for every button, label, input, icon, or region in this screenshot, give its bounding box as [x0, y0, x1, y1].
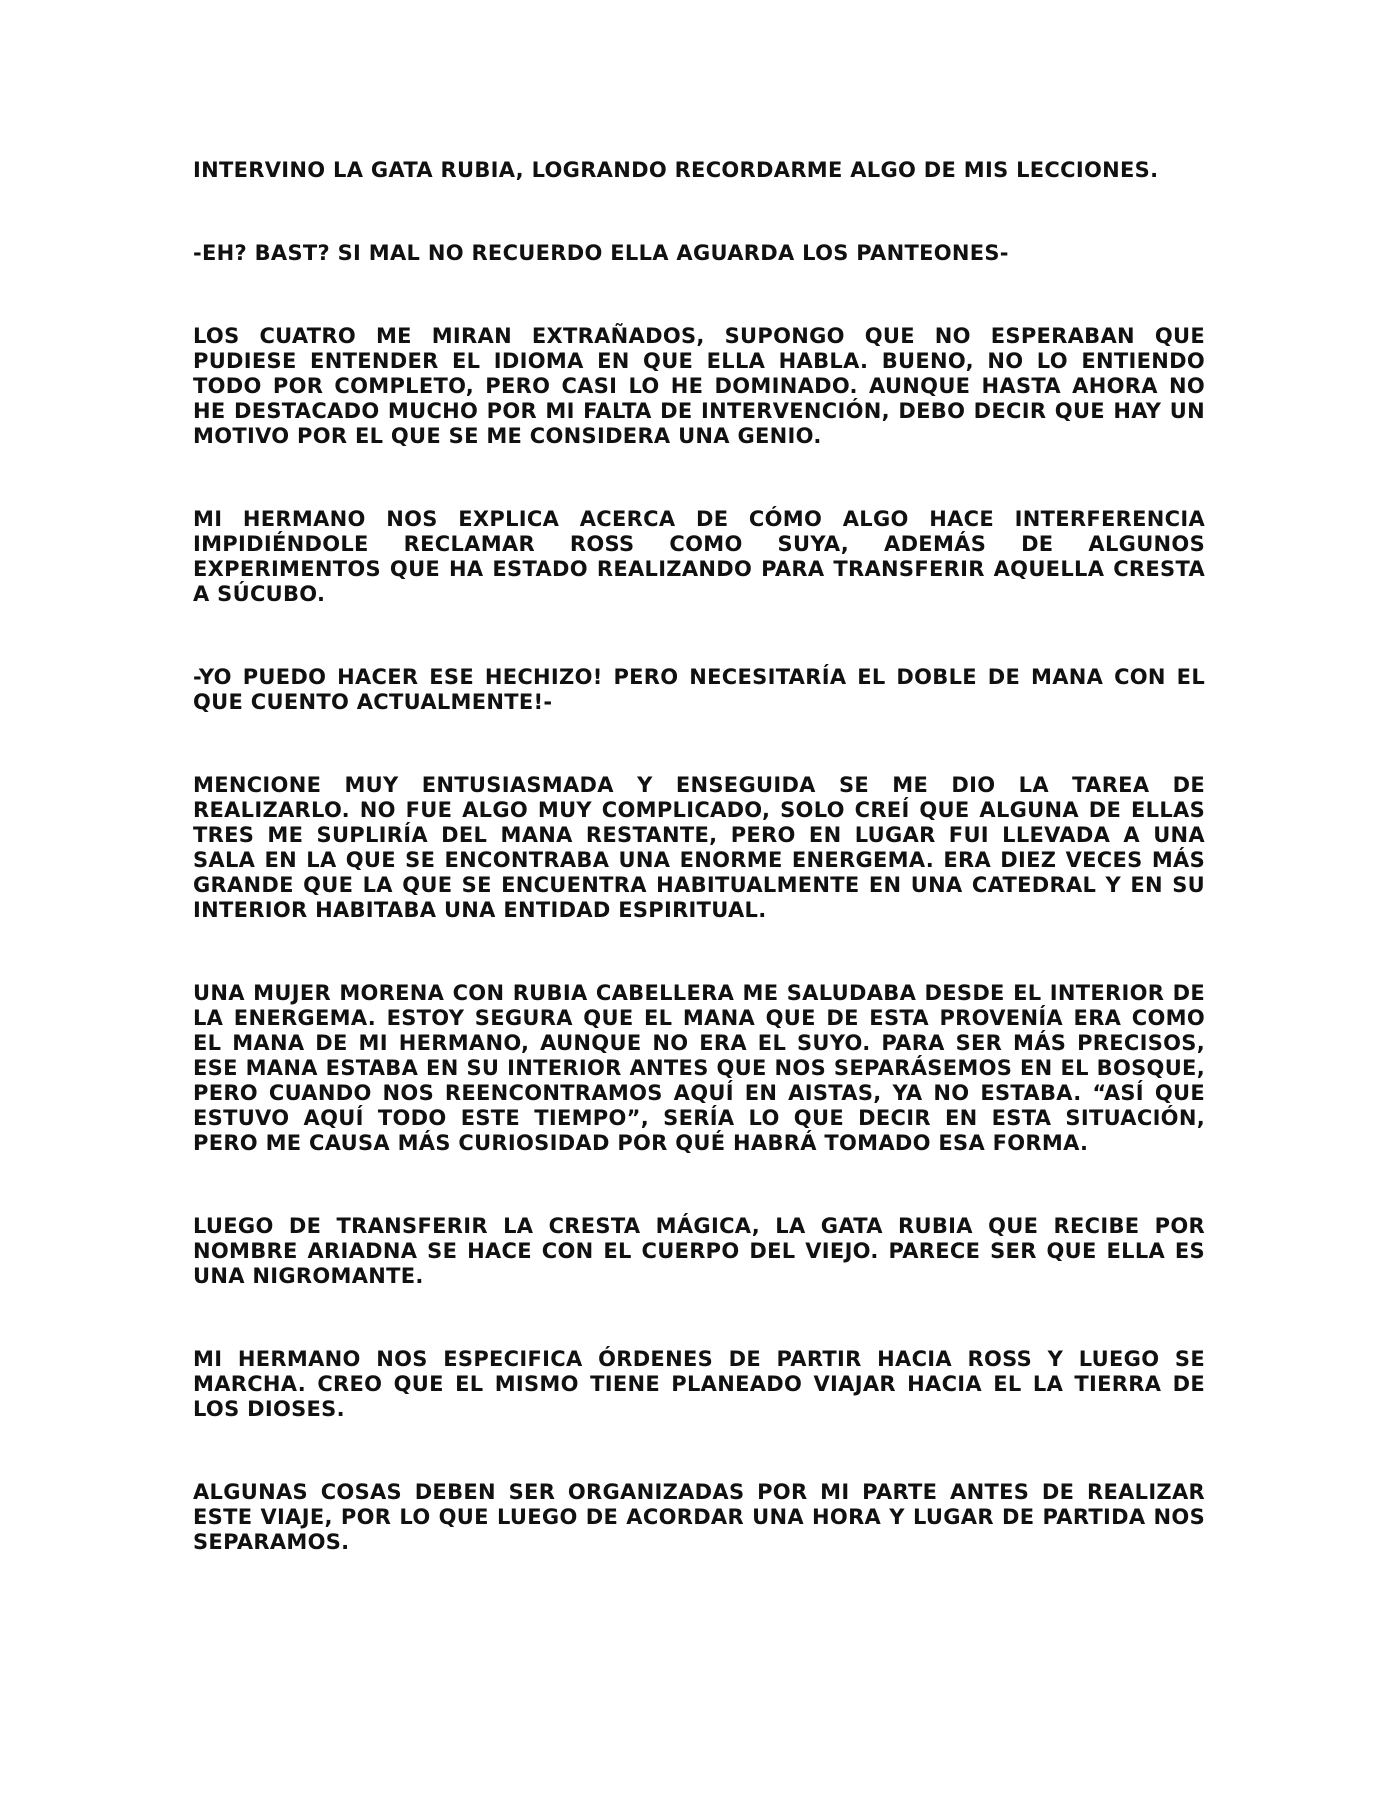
- paragraph-10: ALGUNAS COSAS DEBEN SER ORGANIZADAS POR MI PARTE ANTES DE REALIZAR ESTE VIAJE, POR LO QUE LUEGO DE ACORDAR UNA HORA Y LUGAR DE PARTIDA NOS SEPARAMOS.: [193, 1480, 1205, 1554]
- paragraph-6: MENCIONE MUY ENTUSIASMADA Y ENSEGUIDA SE ME DIO LA TAREA DE REALIZARLO. NO FUE ALGO MUY COMPLICADO, SOLO CREÍ QUE ALGUNA DE ELLAS TRES ME SUPLIRÍA DEL MANA RESTANTE, PERO EN LUGAR FUI LLEVADA A UNA SALA EN LA QUE SE ENCONTRABA UNA ENORME ENERGEMA. ERA DIEZ VECES MÁS GRANDE QUE LA QUE SE ENCUENTRA HABITUALMENTE EN UNA CATEDRAL Y EN SU INTERIOR HABITABA UNA ENTIDAD ESPIRITUAL.: [193, 773, 1205, 922]
- paragraph-5: -YO PUEDO HACER ESE HECHIZO! PERO NECESITARÍA EL DOBLE DE MANA CON EL QUE CUENTO ACTUALMENTE!-: [193, 665, 1205, 714]
- paragraph-7: UNA MUJER MORENA CON RUBIA CABELLERA ME SALUDABA DESDE EL INTERIOR DE LA ENERGEMA. ESTOY SEGURA QUE EL MANA QUE DE ESTA PROVENÍA ERA COMO EL MANA DE MI HERMANO, AUNQUE NO ERA EL SUYO. PARA SER MÁS PRECISOS, ESE MANA ESTABA EN SU INTERIOR ANTES QUE NOS SEPARÁSEMOS EN EL BOSQUE, PERO CUANDO NOS REENCONTRAMOS AQUÍ EN AISTAS, YA NO ESTABA. “ASÍ QUE ESTUVO AQUÍ TODO ESTE TIEMPO”, SERÍA LO QUE DECIR EN ESTA SITUACIÓN, PERO ME CAUSA MÁS CURIOSIDAD POR QUÉ HABRÁ TOMADO ESA FORMA.: [193, 981, 1205, 1155]
- text-column: [193, 158, 1205, 1613]
- paragraph-4: MI HERMANO NOS EXPLICA ACERCA DE CÓMO ALGO HACE INTERFERENCIA IMPIDIÉNDOLE RECLAMAR ROSS COMO SUYA, ADEMÁS DE ALGUNOS EXPERIMENTOS QUE HA ESTADO REALIZANDO PARA TRANSFERIR AQUELLA CRESTA A SÚCUBO.: [193, 507, 1205, 606]
- paragraph-1: INTERVINO LA GATA RUBIA, LOGRANDO RECORDARME ALGO DE MIS LECCIONES.: [193, 158, 1159, 182]
- paragraph-3: LOS CUATRO ME MIRAN EXTRAÑADOS, SUPONGO QUE NO ESPERABAN QUE PUDIESE ENTENDER EL IDIOMA EN QUE ELLA HABLA. BUENO, NO LO ENTIENDO TODO POR COMPLETO, PERO CASI LO HE DOMINADO. AUNQUE HASTA AHORA NO HE DESTACADO MUCHO POR MI FALTA DE INTERVENCIÓN, DEBO DECIR QUE HAY UN MOTIVO POR EL QUE SE ME CONSIDERA UNA GENIO.: [193, 324, 1205, 448]
- paragraph-8: LUEGO DE TRANSFERIR LA CRESTA MÁGICA, LA GATA RUBIA QUE RECIBE POR NOMBRE ARIADNA SE HACE CON EL CUERPO DEL VIEJO. PARECE SER QUE ELLA ES UNA NIGROMANTE.: [193, 1214, 1205, 1288]
- paragraph-9: MI HERMANO NOS ESPECIFICA ÓRDENES DE PARTIR HACIA ROSS Y LUEGO SE MARCHA. CREO QUE EL MISMO TIENE PLANEADO VIAJAR HACIA EL LA TIERRA DE LOS DIOSES.: [193, 1347, 1205, 1421]
- paragraph-2: -EH? BAST? SI MAL NO RECUERDO ELLA AGUARDA LOS PANTEONES-: [193, 241, 1009, 265]
